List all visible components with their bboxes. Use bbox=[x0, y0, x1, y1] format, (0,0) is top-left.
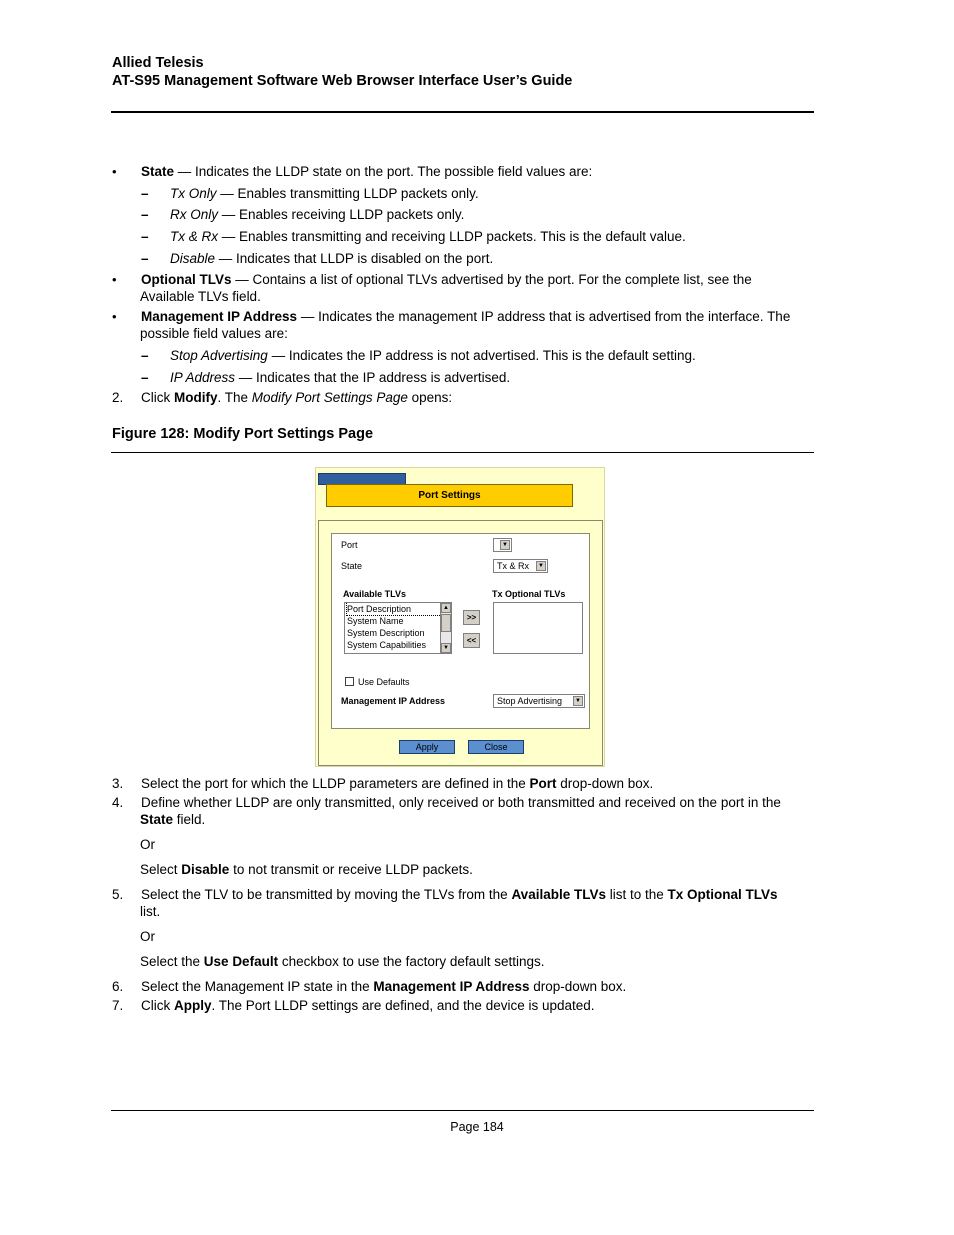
chevron-down-icon[interactable]: ▼ bbox=[441, 643, 451, 653]
tx-optional-tlvs-list[interactable] bbox=[493, 602, 583, 654]
available-tlvs-label: Available TLVs bbox=[343, 589, 407, 599]
step-number: 3. bbox=[112, 776, 124, 791]
dash-icon: – bbox=[141, 251, 149, 266]
step-6: Select the Management IP state in the Management IP Address drop-down box. bbox=[141, 979, 627, 994]
step-7: Click Apply. The Port LLDP settings are defined, and the device is updated. bbox=[141, 998, 595, 1013]
step-2: Click Modify. The Modify Port Settings Page opens: bbox=[141, 390, 453, 405]
modify-port-settings-screenshot bbox=[315, 467, 605, 767]
step-5-or: Or bbox=[140, 929, 155, 944]
mgmt-ip-item-cont: possible field values are: bbox=[140, 326, 288, 341]
company-name: Allied Telesis bbox=[112, 55, 204, 71]
close-button[interactable]: Close bbox=[468, 740, 524, 754]
use-defaults-label: Use Defaults bbox=[358, 677, 410, 687]
dash-icon: – bbox=[141, 348, 149, 363]
scroll-thumb[interactable] bbox=[441, 614, 451, 632]
guide-title: AT-S95 Management Software Web Browser Interface User’s Guide bbox=[112, 73, 573, 89]
step-5-alt: Select the Use Default checkbox to use the factory default settings. bbox=[140, 954, 545, 969]
step-4-cont: State field. bbox=[140, 812, 206, 827]
list-item[interactable]: System Name bbox=[347, 616, 404, 626]
step-5: Select the TLV to be transmitted by moving the TLVs from the Available TLVs list to the Tx Optional TLVs bbox=[141, 887, 778, 902]
tx-optional-tlvs-label: Tx Optional TLVs bbox=[492, 589, 566, 599]
step-number: 5. bbox=[112, 887, 124, 902]
dash-icon: – bbox=[141, 207, 149, 222]
chevron-down-icon: ▼ bbox=[500, 540, 510, 550]
state-select[interactable]: Tx & Rx ▼ bbox=[493, 559, 548, 573]
page-number: Page 184 bbox=[450, 1120, 504, 1134]
step-number: 4. bbox=[112, 795, 124, 810]
move-right-button[interactable]: >> bbox=[463, 610, 480, 625]
step-number: 6. bbox=[112, 979, 124, 994]
settings-panel bbox=[318, 520, 603, 766]
step-4-alt: Select Disable to not transmit or receive LLDP packets. bbox=[140, 862, 473, 877]
move-left-button[interactable]: << bbox=[463, 633, 480, 648]
mgmt-ip-select[interactable]: Stop Advertising ▼ bbox=[493, 694, 585, 708]
list-scrollbar[interactable] bbox=[440, 603, 451, 653]
state-label: State bbox=[341, 561, 363, 571]
chevron-down-icon: ▼ bbox=[573, 696, 583, 706]
port-select[interactable] bbox=[493, 538, 512, 552]
dash-icon: – bbox=[141, 229, 149, 244]
bullet-icon: • bbox=[112, 309, 117, 324]
state-value-disable: Disable — Indicates that LLDP is disabled on the port. bbox=[170, 251, 494, 266]
step-4: Define whether LLDP are only transmitted, only received or both transmitted and received on the port in the bbox=[141, 795, 781, 810]
state-value-rx-only: Rx Only — Enables receiving LLDP packets only. bbox=[170, 207, 465, 222]
tab-port-settings[interactable]: Port Settings bbox=[326, 484, 573, 507]
step-4-or: Or bbox=[140, 837, 155, 852]
bullet-icon: • bbox=[112, 164, 117, 179]
mgmt-ip-label: Management IP Address bbox=[341, 696, 446, 706]
list-item[interactable]: System Capabilities bbox=[347, 640, 427, 650]
use-defaults-checkbox[interactable] bbox=[345, 677, 354, 686]
footer-rule bbox=[111, 1110, 814, 1111]
mgmt-ip-item: Management IP Address — Indicates the management IP address that is advertised from the interface. The bbox=[141, 309, 791, 324]
mgmt-value-ip: IP Address — Indicates that the IP address is advertised. bbox=[170, 370, 511, 385]
state-value-tx-rx: Tx & Rx — Enables transmitting and receiving LLDP packets. This is the default value. bbox=[170, 229, 686, 244]
figure-caption: Figure 128: Modify Port Settings Page bbox=[112, 426, 374, 442]
step-3: Select the port for which the LLDP parameters are defined in the Port drop-down box. bbox=[141, 776, 654, 791]
port-label: Port bbox=[341, 540, 358, 550]
state-item: State — Indicates the LLDP state on the port. The possible field values are: bbox=[141, 164, 593, 179]
chevron-up-icon[interactable]: ▲ bbox=[441, 603, 451, 613]
step-5-cont: list. bbox=[140, 904, 161, 919]
step-number: 7. bbox=[112, 998, 124, 1013]
apply-button[interactable]: Apply bbox=[399, 740, 455, 754]
available-tlvs-list[interactable] bbox=[344, 602, 452, 654]
list-item[interactable]: System Description bbox=[347, 628, 425, 638]
list-item[interactable]: Port Description bbox=[347, 603, 451, 615]
optional-tlvs-item: Optional TLVs — Contains a list of optional TLVs advertised by the port. For the complete list, see the bbox=[141, 272, 752, 287]
bullet-icon: • bbox=[112, 272, 117, 287]
dash-icon: – bbox=[141, 370, 149, 385]
mgmt-value-stop: Stop Advertising — Indicates the IP address is not advertised. This is the default setting. bbox=[170, 348, 696, 363]
caption-rule bbox=[111, 452, 814, 453]
step-number: 2. bbox=[112, 390, 124, 405]
settings-form bbox=[331, 533, 590, 729]
header-rule bbox=[111, 111, 814, 113]
chevron-down-icon: ▼ bbox=[536, 561, 546, 571]
dash-icon: – bbox=[141, 186, 149, 201]
optional-tlvs-item-cont: Available TLVs field. bbox=[140, 289, 261, 304]
state-value-tx-only: Tx Only — Enables transmitting LLDP packets only. bbox=[170, 186, 479, 201]
